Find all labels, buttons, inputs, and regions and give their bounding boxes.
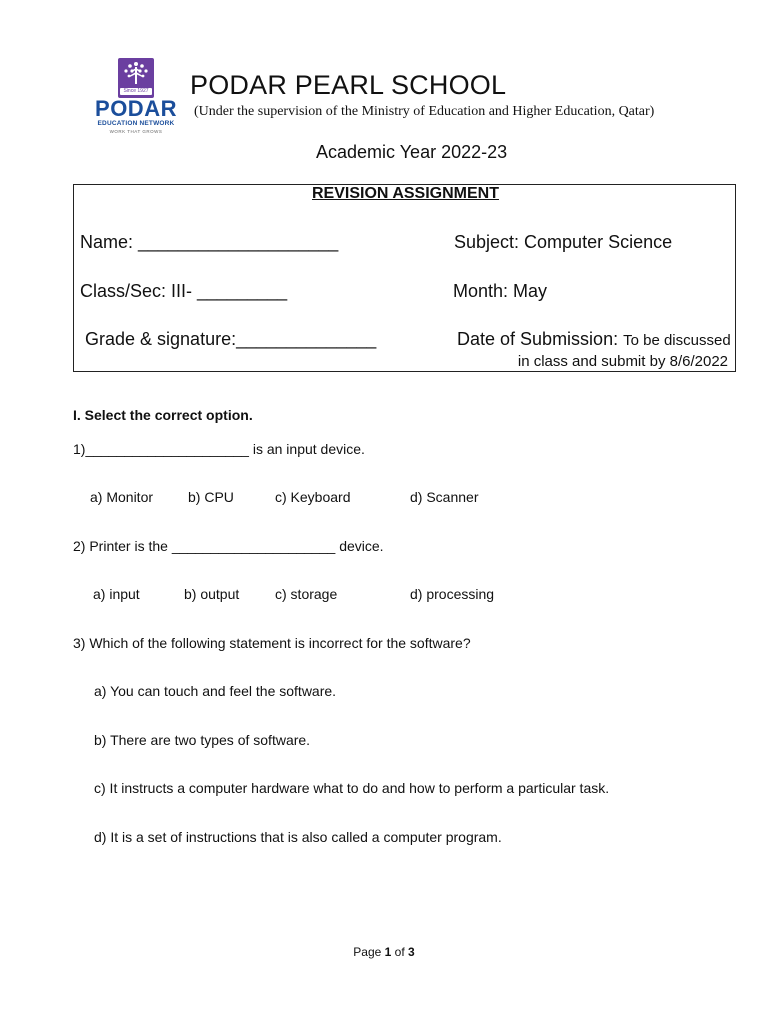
q2-option-d[interactable]: d) processing — [410, 586, 495, 602]
q3-option-b[interactable]: b) There are two types of software. — [94, 732, 311, 748]
q1-option-b[interactable]: b) CPU — [188, 489, 234, 505]
page-current: 1 — [384, 945, 392, 959]
logo-since: Since 1927 — [120, 88, 152, 95]
page-label: Page — [353, 945, 382, 959]
submission-date-label-text: Date of Submission: — [457, 329, 619, 349]
q1-option-c[interactable]: c) Keyboard — [275, 489, 351, 505]
q3-option-c[interactable]: c) It instructs a computer hardware what to do and how to perform a particular task. — [94, 780, 610, 796]
month-field: Month: May — [453, 281, 548, 301]
supervision-note: (Under the supervision of the Ministry of Education and Higher Education, Qatar) — [194, 104, 655, 119]
school-logo — [86, 56, 186, 140]
tree-emblem-icon — [118, 58, 154, 98]
page-total: 3 — [408, 945, 415, 959]
q3-option-a[interactable]: a) You can touch and feel the software. — [94, 683, 337, 699]
submission-date-value: To be discussed — [623, 332, 731, 349]
assignment-info-box — [73, 184, 736, 372]
section-heading: I. Select the correct option. — [73, 407, 253, 423]
q2-option-b[interactable]: b) output — [184, 586, 240, 602]
logo-network: EDUCATION NETWORK — [97, 120, 175, 127]
assignment-title: REVISION ASSIGNMENT — [312, 185, 499, 202]
question-3: 3) Which of the following statement is incorrect for the software? — [73, 635, 471, 651]
grade-signature-field[interactable]: Grade & signature:______________ — [85, 329, 377, 349]
question-2: 2) Printer is the _____________________ device. — [73, 538, 384, 554]
school-name: PODAR PEARL SCHOOL — [190, 70, 507, 100]
of-label: of — [394, 945, 405, 959]
q1-option-d[interactable]: d) Scanner — [410, 489, 479, 505]
submission-date-value-cont: in class and submit by 8/6/2022 — [517, 353, 728, 370]
page-number — [0, 945, 768, 959]
name-field[interactable]: Name: ____________________ — [80, 232, 339, 252]
q2-option-c[interactable]: c) storage — [275, 586, 338, 602]
q2-option-a[interactable]: a) input — [93, 586, 140, 602]
logo-wordmark: PODAR — [95, 96, 177, 121]
question-1: 1)_____________________ is an input device. — [73, 441, 365, 457]
subject-field: Subject: Computer Science — [454, 232, 673, 252]
class-section-field[interactable]: Class/Sec: III- _________ — [80, 281, 288, 301]
academic-year: Academic Year 2022-23 — [316, 142, 508, 162]
q1-option-a[interactable]: a) Monitor — [90, 489, 154, 505]
logo-tagline: WORK THAT GROWS — [109, 129, 163, 134]
submission-date-label — [457, 329, 731, 350]
q3-option-d[interactable]: d) It is a set of instructions that is also called a computer program. — [94, 829, 502, 845]
